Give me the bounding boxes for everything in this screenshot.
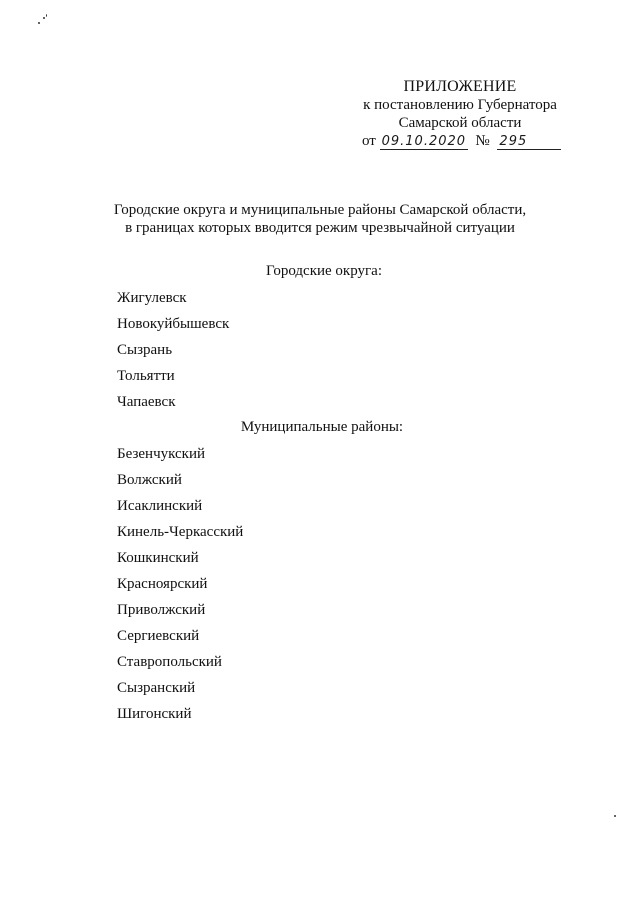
list-item: Сызрань: [117, 342, 173, 358]
list-item: Волжский: [117, 472, 182, 488]
list-item: Тольятти: [117, 368, 175, 384]
cities-section-title: Городские округа:: [265, 263, 382, 279]
scan-speck: [43, 17, 45, 19]
date-prefix: от: [362, 133, 376, 149]
list-item: Исаклинский: [117, 498, 203, 514]
appendix-title: ПРИЛОЖЕНИЕ: [403, 78, 517, 95]
list-item: Чапаевск: [117, 394, 176, 410]
document-heading: [60, 201, 580, 237]
decree-reference: [362, 132, 561, 150]
list-item: Шигонский: [117, 706, 192, 722]
handwritten-number: 295: [497, 134, 561, 150]
list-item: Сызранский: [117, 680, 196, 696]
heading-line-2: в границах которых вводится режим чрезвычайной ситуации: [125, 220, 515, 236]
districts-section-title: Муниципальные районы:: [240, 419, 404, 435]
list-item: Сергиевский: [117, 628, 200, 644]
list-item: Безенчукский: [117, 446, 206, 462]
list-item: Новокуйбышевск: [117, 316, 230, 332]
appendix-line-1: к постановлению Губернатора: [363, 97, 557, 113]
list-item: Жигулевск: [117, 290, 187, 306]
list-item: Красноярский: [117, 576, 208, 592]
cities-list: [117, 289, 229, 419]
heading-line-1: Городские округа и муниципальные районы Самарской области,: [113, 202, 527, 218]
number-sign: №: [475, 133, 490, 149]
appendix-line-2: Самарской области: [398, 115, 522, 131]
list-item: Кинель-Черкасский: [117, 524, 244, 540]
appendix-stamp: [340, 78, 580, 132]
list-item: Ставропольский: [117, 654, 222, 670]
handwritten-date: 09.10.2020: [381, 134, 467, 149]
scan-speck: [46, 14, 47, 17]
scan-speck: [38, 22, 40, 24]
scan-speck: [614, 815, 616, 817]
list-item: Приволжский: [117, 602, 206, 618]
list-item: Кошкинский: [117, 550, 199, 566]
districts-list: [117, 445, 243, 731]
